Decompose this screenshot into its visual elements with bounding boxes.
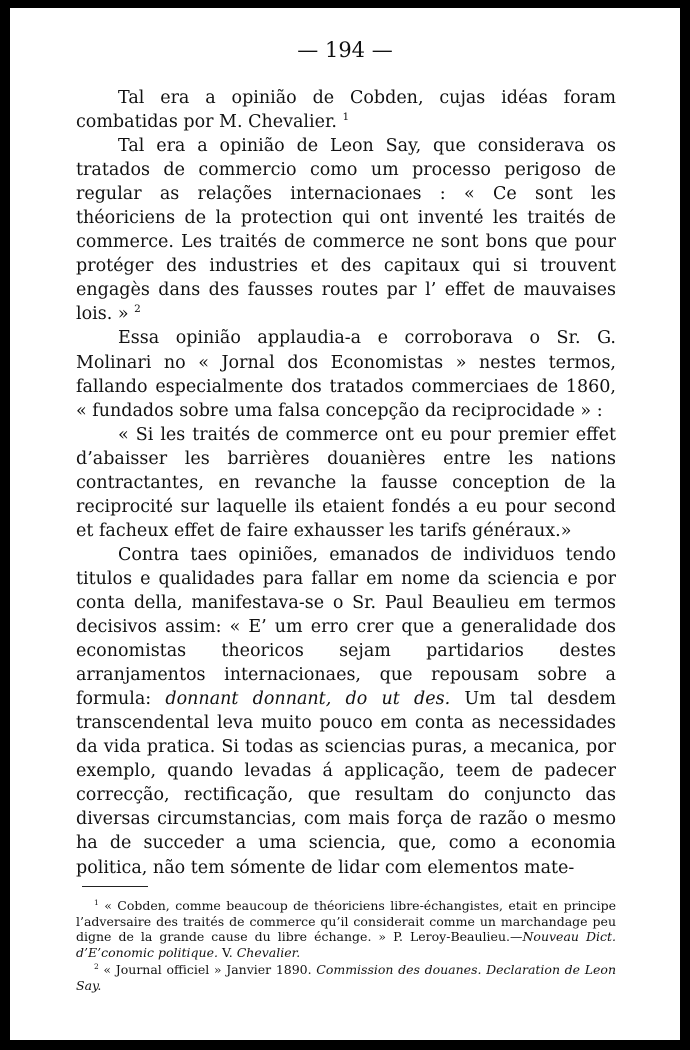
footnotes: [76, 898, 616, 993]
paragraph: [76, 326, 616, 422]
text-run: « Journal officiel » Janvier 1890.: [98, 962, 317, 977]
footnote-marker: 2: [94, 961, 99, 971]
text-run: Um tal desdem transcendental leva muito pouco em conta as necessidades da vida pratica. Si todas as sciencias puras, a mecanica, por exemplo, quando levadas á applicação, teem de padecer correcção, rectificação, que resultam do conjuncto das diversas circumstancias, com mais força de razão o mesmo ha de succeder a uma sciencia, que, como a economia politica, não tem sómente de lidar com elementos mate-: [76, 689, 616, 878]
italic-text: Chevalier.: [236, 944, 301, 960]
text-run: Contra taes opiniões, emanados de individuos tendo titulos e qualidades para fallar em nome da sciencia e por conta della, manifestava-se o Sr. Paul Beaulieu em termos decisivos assim: « E’ um erro crer que a generalidade dos economistas theoricos sejam partidarios destes arranjamentos internacionaes, que repousam sobre a formula:: [76, 544, 616, 710]
body-text: [76, 86, 616, 880]
footnote-marker: 2: [134, 303, 141, 316]
footnote-marker: 1: [94, 897, 99, 907]
text-run: Tal era a opinião de Leon Say, que considerava os tratados de commercio como um processo perigoso de regular as relações internacionaes : « Ce sont les théoriciens de la protection qui ont inventé les traités de commerce. Les traités de commerce ne sont bons que pour protéger des industries et des capitaux qui si trouvent engagès dans des fausses routes par l’ effet de mauvaises lois. »: [76, 136, 616, 325]
book-page: [10, 8, 680, 1040]
italic-text: Nouveau Dict. d’E’conomic politique.: [76, 929, 617, 960]
footnote: [76, 898, 616, 960]
page-number: — 194 —: [297, 38, 393, 62]
text-run: Tal era a opinião de Cobden, cujas idéas foram combatidas por M. Chevalier.: [76, 88, 616, 133]
italic-text: Commission des douanes. Declaration de Leon Say.: [76, 962, 616, 993]
text-run: Essa opinião applaudia-a e corroborava o Sr. G. Molinari no « Jornal dos Economistas » nestes termos, fallando especialmente dos tratados commerciaes de 1860, « fundados sobre uma falsa concepção da reciprocidade » :: [76, 328, 616, 421]
text-run: V.: [217, 944, 237, 960]
paragraph: [76, 423, 616, 543]
footnote-marker: 1: [342, 111, 350, 124]
text-run: « Si les traités de commerce ont eu pour premier effet d’abaisser les barrières douanières entre les nations contractantes, en revanche la fausse conception de la reciprocité sur laquelle ils etaient fondés a eu pour second et facheux effet de faire exhausser les tarifs généraux.»: [76, 424, 616, 541]
paragraph: [76, 86, 616, 134]
paragraph: [76, 543, 616, 880]
text-run: « Cobden, comme beaucoup de théoriciens libre-échangistes, etait en principe l’adversaire des traités de commerce qu’il considerait comme un marchandage peu digne de la grande cause du libre échange. » P. Leroy-Beaulieu.—: [76, 898, 616, 944]
footnote: [76, 962, 616, 993]
paragraph: [76, 134, 616, 326]
footnote-divider: [82, 886, 148, 887]
italic-text: donnant donnant, do ut des.: [165, 689, 451, 710]
